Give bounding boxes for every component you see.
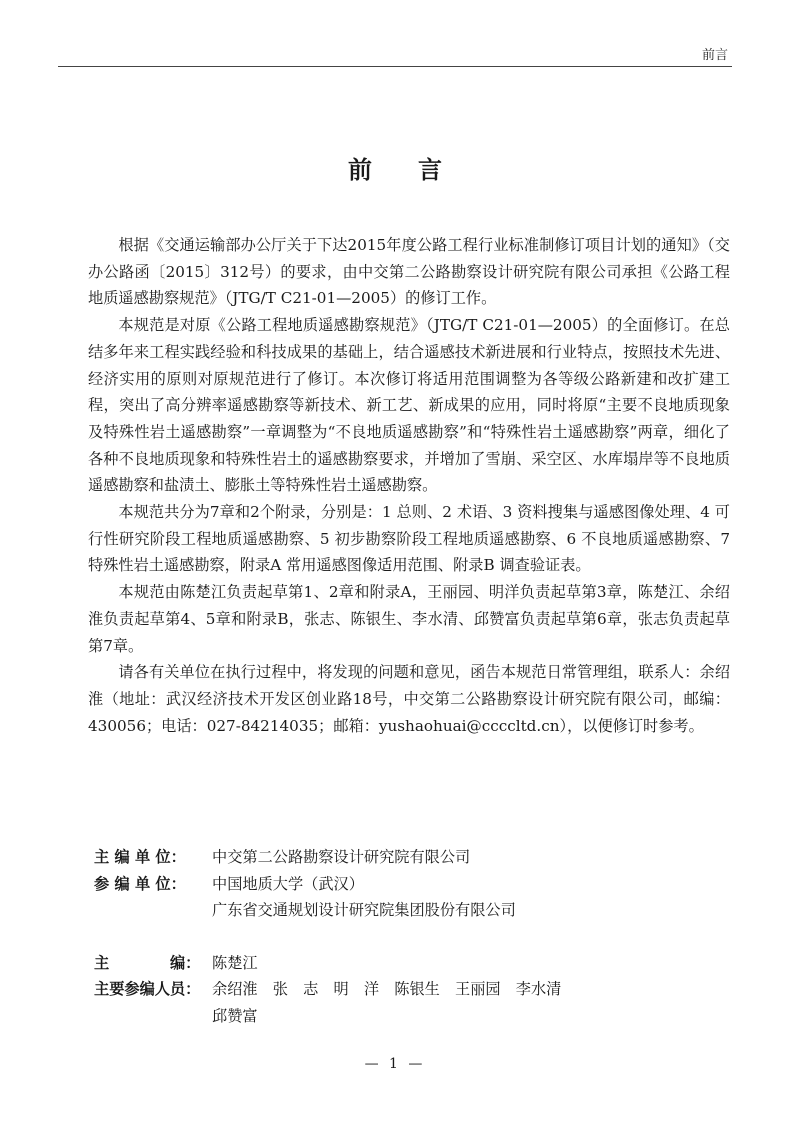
paragraph: 请各有关单位在执行过程中，将发现的问题和意见，函告本规范日常管理组，联系人：余绍淮（地址：武汉经济技术开发区创业路18号，中交第二公路勘察设计研究院有限公司，邮编：430056；电话：027-84214035；邮箱：yushaohuai@ccccltd.cn），以便修订时参考。 bbox=[88, 663, 730, 735]
contributors-line: 余绍淮 张 志 明 洋 陈银生 王丽园 李水清 bbox=[212, 980, 562, 998]
co-units-label: 参 编 单 位： bbox=[94, 874, 186, 893]
contributors-line: 邱赞富 bbox=[212, 1006, 258, 1025]
paragraph: 本规范是对原《公路工程地质遥感勘察规范》（JTG/T C21-01—2005）的全面修订。在总结多年来工程实践经验和科技成果的基础上，结合遥感技术新进展和行业特点，按照技术先进、经济实用的原则对原规范进行了修订。本次修订将适用范围调整为各等级公路新建和改扩建工程，突出了高分辨率遥感勘察等新技术、新工艺、新成果的应用，同时将原“主要不良地质现象及特殊性岩土遥感勘察”一章调整为“不良地质遥感勘察”和“特殊性岩土遥感勘察”两章，细化了各种不良地质现象和特殊性岩土的遥感勘察要求，并增加了雪崩、采空区、水库塌岸等不良地质遥感勘察和盐渍土、膨胀土等特殊性岩土遥感勘察。 bbox=[88, 316, 730, 495]
page-number: — 1 — bbox=[364, 1056, 426, 1072]
page-title: 前言 bbox=[348, 156, 488, 184]
spacer bbox=[94, 924, 561, 950]
chief-unit-row bbox=[94, 844, 561, 871]
co-unit-name: 广东省交通规划设计研究院集团股份有限公司 bbox=[212, 901, 516, 919]
co-units-values bbox=[212, 871, 516, 924]
contributors-values bbox=[212, 976, 561, 1029]
chief-unit-name: 中交第二公路勘察设计研究院有限公司 bbox=[212, 848, 471, 866]
contributors-row bbox=[94, 976, 561, 1029]
paragraph: 本规范由陈楚江负责起草第1、2章和附录A，王丽园、明洋负责起草第3章，陈楚江、余绍淮负责起草第4、5章和附录B，张志、陈银生、李水清、邱赞富负责起草第6章，张志负责起草第7章。 bbox=[88, 583, 730, 655]
chief-editor-value bbox=[212, 950, 258, 977]
paragraph: 本规范共分为7章和2个附录，分别是：1 总则、2 术语、3 资料搜集与遥感图像处理、4 可行性研究阶段工程地质遥感勘察、5 初步勘察阶段工程地质遥感勘察、6 不良地质遥感勘察、7 特殊性岩土遥感勘察，附录A 常用遥感图像适用范围、附录B 调查验证表。 bbox=[88, 503, 730, 575]
chief-editor-label: 主 编： bbox=[94, 953, 201, 972]
chief-editor-row bbox=[94, 950, 561, 977]
header-rule bbox=[58, 66, 732, 67]
chief-unit-label: 主 编 单 位： bbox=[94, 848, 186, 866]
chief-unit-value bbox=[212, 844, 470, 871]
running-head: 前言 bbox=[701, 48, 728, 63]
credits-block bbox=[94, 844, 561, 1029]
contributors-label: 主要参编人员： bbox=[94, 980, 201, 998]
preface-body bbox=[88, 232, 730, 739]
chief-editor-name: 陈楚江 bbox=[212, 953, 258, 972]
paragraph: 根据《交通运输部办公厅关于下达2015年度公路工程行业标准制修订项目计划的通知》（交办公路函〔2015〕312号）的要求，由中交第二公路勘察设计研究院有限公司承担《公路工程地质遥感勘察规范》（JTG/T C21-01—2005）的修订工作。 bbox=[88, 236, 730, 308]
co-unit-name: 中国地质大学（武汉） bbox=[212, 874, 364, 893]
co-units-row bbox=[94, 871, 561, 924]
